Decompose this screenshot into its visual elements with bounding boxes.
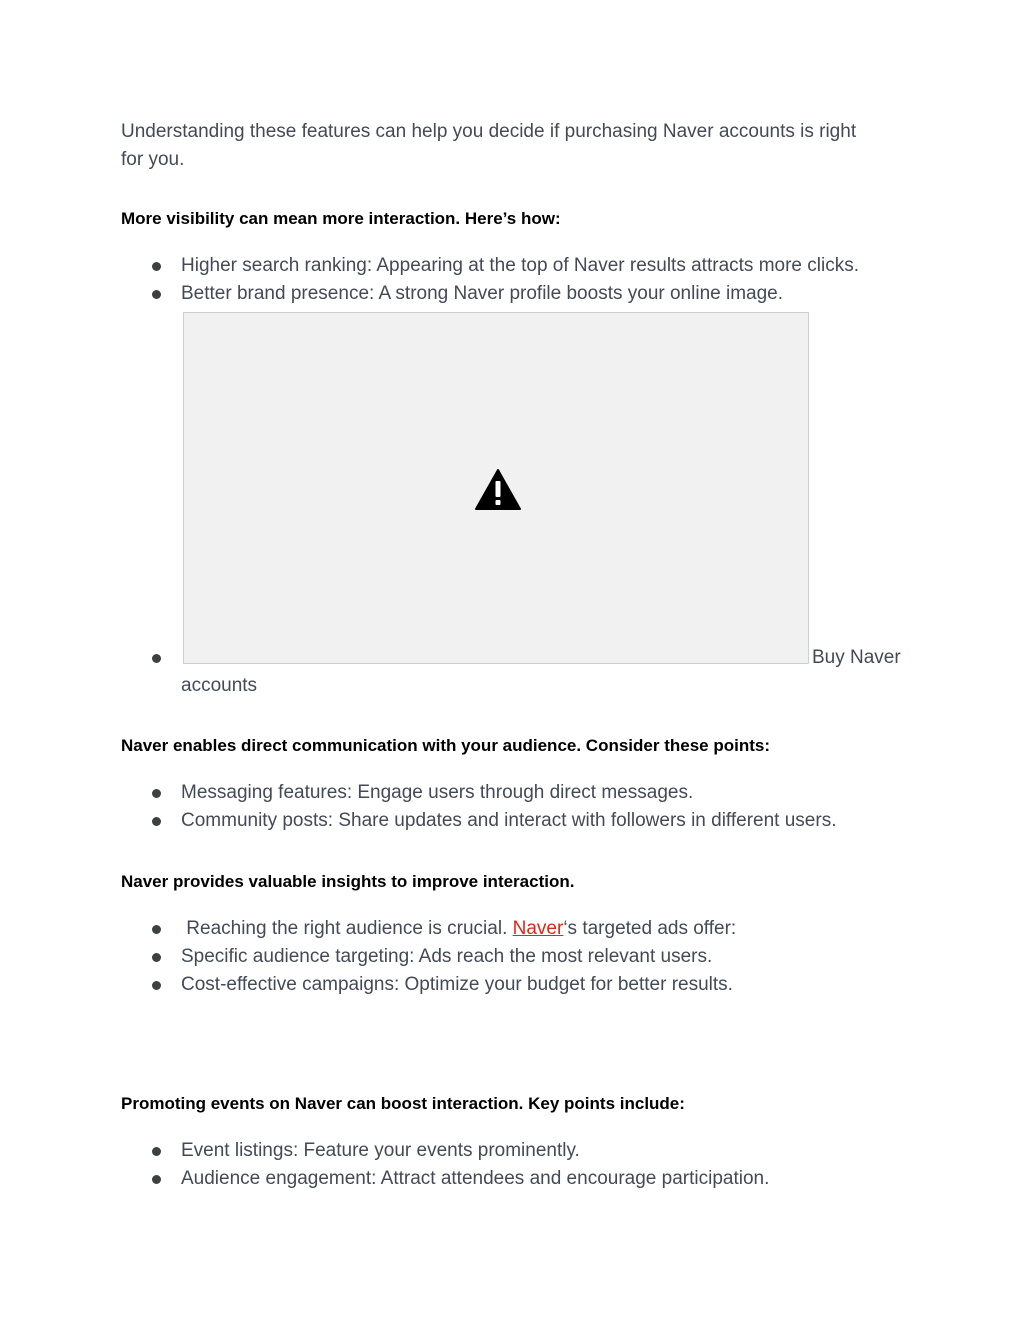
section4-list (0, 1137, 1024, 1193)
bullet-icon (152, 290, 161, 299)
bullet-icon (152, 953, 161, 962)
list-item (0, 252, 1024, 280)
bullet-icon (152, 262, 161, 271)
list-item (0, 1137, 1024, 1165)
list-item-text-before: Reaching the right audience is crucial. (181, 918, 513, 939)
bullet-icon (152, 817, 161, 826)
list-item (0, 943, 1024, 971)
bullet-icon (152, 925, 161, 934)
list-item-text: Better brand presence: A strong Naver profile boosts your online image. (181, 283, 784, 304)
bullet-icon (152, 789, 161, 798)
list-item-text: Specific audience targeting: Ads reach the most relevant users. (181, 946, 713, 967)
image-list-item (0, 312, 1024, 702)
bullet-icon (152, 1175, 161, 1184)
list-item-text: Messaging features: Engage users through direct messages. (181, 782, 694, 803)
section2-list (0, 779, 1024, 835)
section1-heading: More visibility can mean more interaction. Here’s how: (121, 209, 561, 228)
image-caption-part1: Buy Naver (812, 647, 901, 668)
list-item (0, 807, 1024, 835)
list-item (0, 280, 1024, 308)
list-item-text-after: ‘s targeted ads offer: (563, 918, 737, 939)
list-item (0, 1165, 1024, 1193)
list-item (0, 971, 1024, 999)
section3-list (0, 915, 1024, 999)
section3-heading: Naver provides valuable insights to improve interaction. (121, 872, 575, 891)
list-item (0, 915, 1024, 943)
bullet-icon (152, 654, 161, 663)
section1-list (0, 252, 1024, 308)
naver-link[interactable]: Naver (512, 918, 564, 939)
bullet-icon (152, 981, 161, 990)
section4-heading: Promoting events on Naver can boost interaction. Key points include: (121, 1094, 685, 1113)
section2-heading: Naver enables direct communication with your audience. Consider these points: (121, 736, 770, 755)
list-item-text: Event listings: Feature your events prominently. (181, 1140, 580, 1161)
list-item-text: Audience engagement: Attract attendees and encourage participation. (181, 1168, 770, 1189)
list-item (0, 779, 1024, 807)
intro-line-1: Understanding these features can help you decide if purchasing Naver accounts is right (121, 121, 857, 142)
intro-paragraph (121, 118, 911, 174)
bullet-icon (152, 1147, 161, 1156)
warning-icon (474, 468, 522, 512)
broken-image-placeholder (183, 312, 809, 664)
list-item-text: Cost-effective campaigns: Optimize your budget for better results. (181, 974, 733, 995)
list-item-text: Higher search ranking: Appearing at the top of Naver results attracts more clicks. (181, 255, 859, 276)
image-caption-part2: accounts (181, 675, 258, 696)
list-item-text: Community posts: Share updates and interact with followers in different users. (181, 810, 837, 831)
intro-line-2: for you. (121, 149, 185, 170)
